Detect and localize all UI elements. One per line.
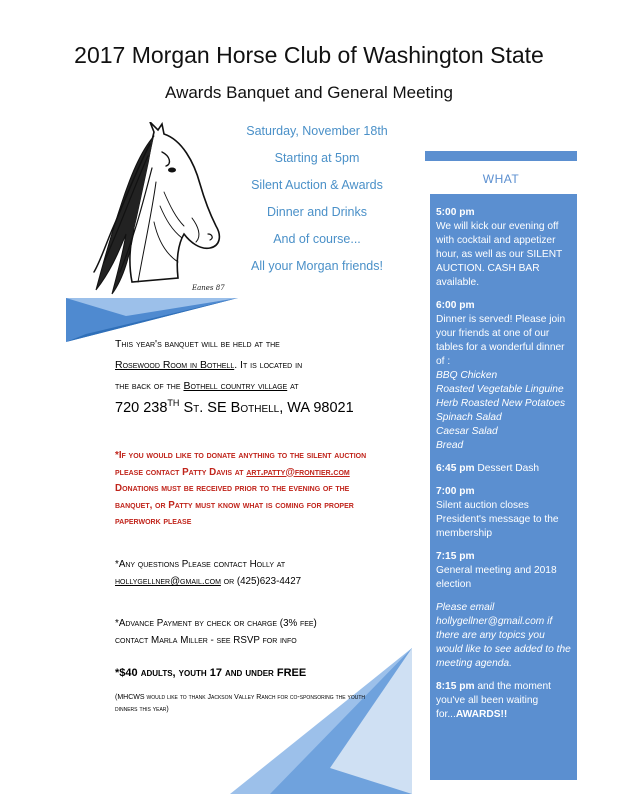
schedule-text: and the moment you've all been waiting for... xyxy=(436,681,551,720)
schedule-text: President's message to the membership xyxy=(436,514,559,539)
questions-contact xyxy=(115,556,420,590)
horse-signature: Eanes 87 xyxy=(192,284,225,292)
venue-address xyxy=(115,398,420,416)
schedule-time: 6:45 pm xyxy=(436,463,475,474)
venue-place: Rosewood Room in Bothell xyxy=(115,359,235,371)
page-subtitle: Awards Banquet and General Meeting xyxy=(165,83,453,102)
menu-item: Bread xyxy=(436,440,464,451)
intro-line: Dinner and Drinks xyxy=(266,205,368,219)
schedule-column xyxy=(430,194,577,780)
venue-line: at xyxy=(290,380,299,392)
schedule-time: 7:15 pm xyxy=(436,551,475,562)
event-intro xyxy=(228,123,406,285)
schedule-text: Silent auction closes xyxy=(436,500,529,511)
email-note: Please email hollygellner@gmail.com if there are any topics you would like to see added to the meeting agenda. xyxy=(436,602,571,669)
donation-line: paperwork please xyxy=(115,516,192,527)
intro-line: Silent Auction & Awards xyxy=(251,178,383,192)
donation-notice xyxy=(115,448,420,531)
what-header: WHAT xyxy=(482,172,520,186)
menu-item: Spinach Salad xyxy=(436,412,502,423)
advance-line: *Advance Payment by check or charge (3% fee) xyxy=(115,618,317,629)
menu-item: Caesar Salad xyxy=(436,426,498,437)
address-street: St. SE Bothell, WA 98021 xyxy=(179,399,354,416)
awards-text: AWARDS!! xyxy=(455,709,508,720)
schedule-entry xyxy=(436,680,571,722)
schedule-time: 7:00 pm xyxy=(436,486,475,497)
schedule-entry xyxy=(436,485,571,541)
schedule-time: 8:15 pm xyxy=(436,681,475,692)
schedule-text: Dessert Dash xyxy=(474,463,540,474)
schedule-entry xyxy=(436,206,571,290)
donation-email-link[interactable]: art.patty@frontier.com xyxy=(246,466,350,478)
schedule-time: 6:00 pm xyxy=(436,300,475,311)
menu-item: Roasted Vegetable Linguine xyxy=(436,384,564,395)
schedule-text: General meeting and 2018 election xyxy=(436,565,557,590)
schedule-text: We will kick our evening off with cocktail and appetizer hour, as well as our SILENT AUCTION. CASH BAR available. xyxy=(436,221,563,288)
advance-line: contact Marla Miller - see RSVP for info xyxy=(115,635,297,646)
intro-line: All your Morgan friends! xyxy=(250,259,383,273)
donation-line: banquet, or Patty must know what is coming for proper xyxy=(115,499,354,511)
address-suffix: TH xyxy=(167,398,180,408)
schedule-entry xyxy=(436,550,571,592)
donation-line: please contact Patty Davis at xyxy=(115,466,244,478)
holly-phone: or (425)623-4427 xyxy=(220,576,302,587)
venue-village: Bothell country village xyxy=(183,380,288,392)
schedule-time: 5:00 pm xyxy=(436,207,475,218)
page-title: 2017 Morgan Horse Club of Washington State xyxy=(74,42,544,68)
schedule-entry xyxy=(436,462,571,476)
schedule-text: Dinner is served! Please join your friends at one of our tables for a wonderful dinner of : xyxy=(436,314,566,367)
menu-item: Herb Roasted New Potatoes xyxy=(436,398,566,409)
intro-line: Starting at 5pm xyxy=(274,151,360,165)
what-top-band xyxy=(425,151,577,161)
schedule-entry xyxy=(436,299,571,453)
venue-line: This year's banquet will be held at the xyxy=(115,338,280,350)
price-info: *$40 adults, youth 17 and under FREE xyxy=(115,667,307,679)
venue-line: the back of the xyxy=(115,380,181,392)
menu-item: BBQ Chicken xyxy=(436,370,498,381)
questions-line: *Any questions Please contact Holly at xyxy=(115,559,286,570)
horse-head-illustration xyxy=(92,122,230,298)
sponsor-thanks: (MHCWS would like to thank Jackson Valley Ranch for co-sponsoring the youth dinners this year) xyxy=(115,694,366,713)
donation-line: Donations must be received prior to the evening of the xyxy=(115,483,350,494)
venue-info xyxy=(115,334,420,397)
venue-line: . It is located in xyxy=(234,359,303,371)
holly-email-link[interactable]: hollygellner@gmail.com xyxy=(115,576,221,587)
donation-line: *If you would like to donate anything to the silent auction xyxy=(115,450,367,461)
address-number: 720 238 xyxy=(115,399,168,416)
intro-line: And of course... xyxy=(273,232,361,246)
advance-payment xyxy=(115,615,420,649)
intro-line: Saturday, November 18th xyxy=(246,124,388,138)
